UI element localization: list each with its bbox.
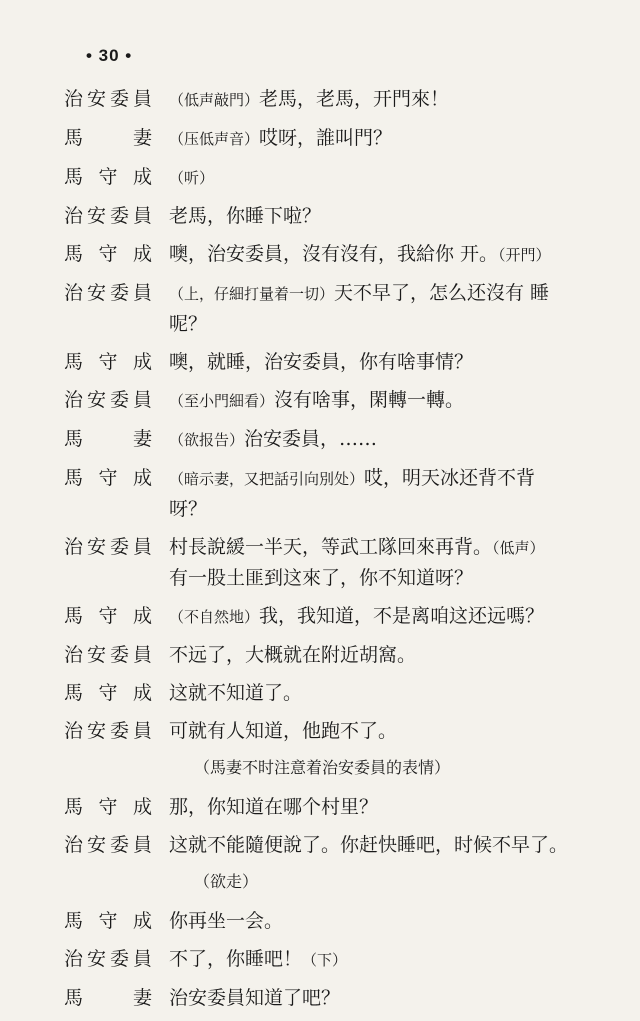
dialogue-text: 不了，你睡吧！ <box>169 948 303 970</box>
dialogue-line <box>169 830 624 860</box>
dialogue-entry <box>64 601 624 632</box>
dialogue-line <box>169 424 624 455</box>
speaker-name: 馬守成 <box>64 243 152 265</box>
play-script <box>64 84 624 1021</box>
speaker-name: 馬守成 <box>64 166 152 188</box>
speaker-name: 治安委員 <box>64 644 152 666</box>
dialogue-text: 这就不知道了。 <box>169 682 303 704</box>
dialogue-text: 哎呀，誰叫門？ <box>259 127 393 149</box>
dialogue-line <box>169 385 624 416</box>
inline-direction: （低声） <box>492 539 545 557</box>
dialogue-text: 呢？ <box>169 313 208 335</box>
dialogue-text: 天不早了，怎么还沒有 睡 <box>334 282 550 304</box>
speaker-name: 治安委員 <box>64 720 152 742</box>
dialogue-entry <box>64 944 624 975</box>
dialogue-line <box>169 123 624 154</box>
dialogue-text: 哎，明天冰还背不背 <box>364 467 536 489</box>
inline-direction: （低声敲門） <box>169 91 260 109</box>
dialogue-entry <box>64 906 624 936</box>
dialogue-text: 有一股土匪到这來了，你不知道呀？ <box>169 567 474 589</box>
dialogue-line <box>169 84 624 115</box>
dialogue-line <box>169 239 624 270</box>
dialogue-text: 治安委員知道了吧？ <box>169 987 341 1009</box>
dialogue-line <box>169 792 624 822</box>
speaker-name: 治安委員 <box>64 205 152 227</box>
dialogue-text: 可就有人知道，他跑不了。 <box>169 720 398 742</box>
dialogue-entry <box>64 385 624 416</box>
speaker-name: 馬 妻 <box>64 127 152 149</box>
inline-direction: （开門） <box>498 246 551 264</box>
dialogue-text: 治安委員，…… <box>244 428 378 450</box>
dialogue-entry <box>64 983 624 1013</box>
dialogue-line <box>169 563 624 593</box>
speaker-name: 馬 妻 <box>64 987 152 1009</box>
speaker-name: 馬守成 <box>64 467 152 489</box>
dialogue-entry <box>64 830 624 860</box>
dialogue-line <box>169 162 624 193</box>
dialogue-line <box>169 983 624 1013</box>
dialogue-entry <box>64 347 624 377</box>
page-number: • 30 • <box>86 46 133 65</box>
inline-direction: （不自然地） <box>169 608 260 626</box>
speaker-name: 治安委員 <box>64 948 152 970</box>
dialogue-entry <box>64 792 624 822</box>
dialogue-entry <box>64 123 624 154</box>
inline-direction: （至小門細看） <box>169 392 275 410</box>
dialogue-line <box>169 347 624 377</box>
dialogue-entry <box>64 162 624 193</box>
dialogue-entry <box>64 278 624 339</box>
dialogue-text: 噢，就睡，治安委員，你有啥事情？ <box>169 351 474 373</box>
dialogue-entry <box>64 716 624 746</box>
dialogue-text: 那，你知道在哪个村里？ <box>169 796 379 818</box>
dialogue-text: 不远了，大概就在附近胡窩。 <box>169 644 417 666</box>
speaker-name: 馬守成 <box>64 682 152 704</box>
speaker-name: 馬守成 <box>64 351 152 373</box>
dialogue-text: 我，我知道，不是离咱这还远嗎？ <box>259 605 545 627</box>
dialogue-text: 噢，治安委員，沒有沒有，我給你 开。 <box>169 243 499 265</box>
dialogue-line <box>169 494 624 524</box>
dialogue-text: 村長說緩一半天，等武工隊回來再背。 <box>169 536 493 558</box>
dialogue-line <box>169 463 624 494</box>
dialogue-entry <box>64 463 624 524</box>
dialogue-line <box>169 601 624 632</box>
inline-direction: （上，仔細打量着一切） <box>169 285 335 303</box>
dialogue-line <box>169 201 624 231</box>
inline-direction: （听） <box>169 169 215 187</box>
stage-direction: （馬妻不时注意着治安委員的表情） <box>194 758 451 777</box>
dialogue-entry <box>64 640 624 670</box>
dialogue-line <box>169 944 624 975</box>
speaker-name: 馬 妻 <box>64 428 152 450</box>
dialogue-line <box>169 678 624 708</box>
dialogue-line <box>169 278 624 309</box>
dialogue-entry <box>64 532 624 593</box>
dialogue-text: 老馬，老馬，开門來！ <box>259 88 450 110</box>
inline-direction: （欲报告） <box>169 431 245 449</box>
dialogue-line <box>169 906 624 936</box>
speaker-name: 治安委員 <box>64 834 152 856</box>
speaker-name: 馬守成 <box>64 910 152 932</box>
dialogue-text: 沒有啥事，閑轉一轉。 <box>274 389 465 411</box>
dialogue-line <box>169 309 624 339</box>
stage-direction: （欲走） <box>194 872 259 891</box>
speaker-name: 治安委員 <box>64 536 152 558</box>
speaker-name: 馬守成 <box>64 605 152 627</box>
dialogue-entry <box>64 201 624 231</box>
dialogue-text: 这就不能隨便說了。你赶快睡吧，时候不早了。 <box>169 834 569 856</box>
inline-direction: （压低声音） <box>169 130 260 148</box>
dialogue-entry <box>64 84 624 115</box>
speaker-name: 治安委員 <box>64 389 152 411</box>
dialogue-line <box>169 716 624 746</box>
inline-direction: （暗示妻，又把話引向別处） <box>169 470 365 488</box>
dialogue-text: 呀？ <box>169 498 208 520</box>
dialogue-line <box>169 640 624 670</box>
dialogue-text: 你再坐一会。 <box>169 910 284 932</box>
dialogue-text: 老馬，你睡下啦？ <box>169 205 322 227</box>
speaker-name: 治安委員 <box>64 282 152 304</box>
speaker-name: 治安委員 <box>64 88 152 110</box>
dialogue-entry <box>64 239 624 270</box>
inline-direction: （下） <box>302 951 348 969</box>
speaker-name: 馬守成 <box>64 796 152 818</box>
dialogue-entry <box>64 424 624 455</box>
dialogue-line <box>169 532 624 563</box>
dialogue-entry <box>64 678 624 708</box>
